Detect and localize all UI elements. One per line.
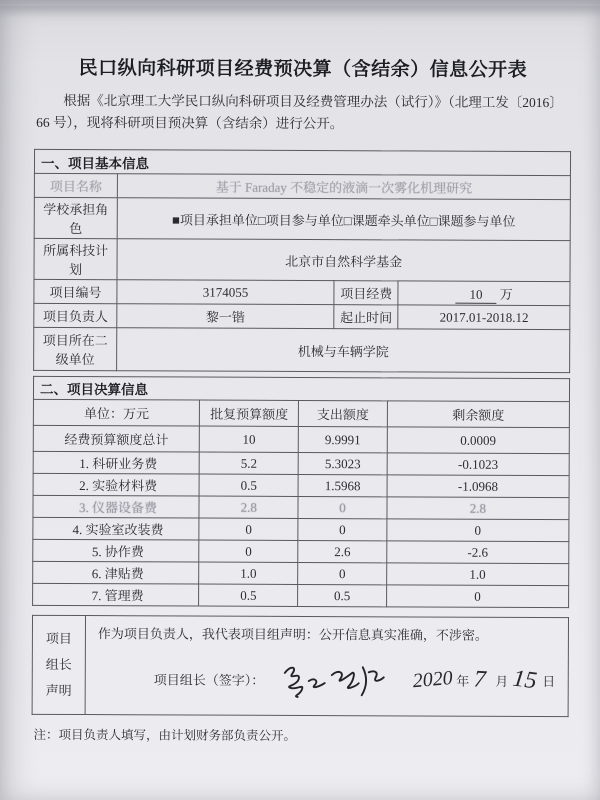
table-row [34,174,570,200]
col-header-spent: 支出额度 [299,401,388,427]
row-spent: 0 [298,519,387,541]
settlement-row [33,474,569,498]
table-row [34,239,570,282]
row-label: 经费预算额度总计 [33,426,199,453]
row-spent: 9.9991 [299,427,388,453]
day-label: 日 [542,674,556,690]
project-name-value: 基于 Faraday 不稳定的液滴一次雾化机理研究 [117,174,570,200]
declaration-body [85,616,568,717]
settlement-row [33,562,569,586]
funding-unit: 万 [499,286,513,302]
month-label: 月 [495,674,509,690]
settlement-row [33,540,569,564]
leader-value: 黎一锴 [117,304,334,329]
section1-header-row [34,150,570,176]
row-remaining: 2.8 [387,497,569,520]
handwritten-year: 2020 [411,667,454,693]
funding-label: 项目经费 [334,281,398,305]
handwritten-signature [274,659,392,702]
handwritten-day: 15 [510,665,538,695]
settlement-column-headers [33,400,569,428]
row-remaining: 0.0009 [387,427,569,454]
section2-title: 二、项目决算信息 [33,377,569,402]
row-budget: 0 [199,540,298,562]
table-row [32,616,568,717]
row-budget: 0.5 [199,584,298,606]
period-label: 起止时间 [334,305,398,329]
row-spent: 0.5 [298,585,387,607]
col-header-budget: 批复预算额度 [200,400,299,426]
row-label: 2. 实验材料费 [33,474,199,497]
declaration-statement: 作为项目负责人，我代表项目组声明：公开信息真实准确，不涉密。 [97,626,488,644]
row-remaining: 0 [386,585,568,608]
col-header-unit: 单位：万元 [33,400,199,427]
row-budget: 2.8 [199,496,298,518]
row-label: 6. 津贴费 [33,562,199,585]
row-remaining: 0 [387,519,569,542]
unit-label: 项目所在二级单位 [34,328,117,371]
settlement-row [33,426,569,454]
row-spent: 5.3023 [298,453,387,475]
signature-label: 项目组长（签字）： [153,672,265,689]
table-row [34,198,570,241]
project-number-label: 项目编号 [34,280,117,304]
row-budget: 10 [199,426,298,452]
row-spent: 0 [298,497,387,519]
row-label: 3. 仪器设备费 [33,496,199,519]
table-row [34,304,570,330]
project-number-value: 3174055 [117,280,334,305]
project-name-label: 项目名称 [34,174,117,198]
table-row [34,280,570,306]
row-remaining: -0.1023 [387,453,569,476]
leader-label: 项目负责人 [34,304,117,328]
row-spent: 0 [298,563,387,585]
funding-value [398,281,570,306]
row-budget: 0 [199,518,298,540]
period-value: 2017.01-2018.12 [398,305,570,330]
row-budget: 0.5 [199,474,298,496]
row-remaining: 1.0 [386,563,568,586]
row-remaining: -2.6 [387,541,569,564]
row-remaining: -1.0968 [387,475,569,498]
row-budget: 5.2 [199,452,298,474]
handwritten-month: 7 [472,666,487,694]
row-label: 1. 科研业务费 [33,452,199,475]
page-edge-shadow [0,6,600,18]
role-options: ■项目承担单位□项目参与单位□课题牵头单位□课题参与单位 [117,198,570,241]
unit-value: 机械与车辆学院 [117,328,570,373]
settlement-table [32,376,570,608]
basic-info-table [33,149,571,373]
program-value: 北京市自然科学基金 [117,239,570,282]
page-title: 民口纵向科研项目经费预决算（含结余）信息公开表 [78,58,528,81]
row-spent: 1.5968 [298,475,387,497]
role-label: 学校承担角色 [34,198,117,239]
funding-amount: 10 [455,287,496,303]
section2-header-row [33,377,569,402]
row-budget: 1.0 [199,562,298,584]
form-page [31,39,571,746]
table-row [34,328,570,373]
year-label: 年 [456,673,470,689]
declaration-label: 项目组长声明 [45,631,72,699]
settlement-row [33,584,569,608]
row-spent: 2.6 [298,541,387,563]
col-header-remaining: 剩余额度 [387,401,569,428]
row-label: 7. 管理费 [33,584,199,607]
settlement-row [33,518,569,542]
signature-line [98,658,558,702]
settlement-row [33,496,569,520]
intro-paragraph: 根据《北京理工大学民口纵向科研项目及经费管理办法（试行）》（北理工发〔2016〕66 号），现将科研项目预决算（含结余）进行公开。 [36,92,563,131]
footnote: 注：项目负责人填写，由计划财务部负责公开。 [33,728,297,744]
program-label: 所属科技计划 [34,239,117,280]
row-label: 5. 协作费 [33,540,199,563]
declaration-table [32,615,569,717]
row-label: 4. 实验室改装费 [33,518,199,541]
settlement-row [33,452,569,476]
section1-title: 一、项目基本信息 [34,150,570,176]
declaration-label-cell [32,616,85,715]
